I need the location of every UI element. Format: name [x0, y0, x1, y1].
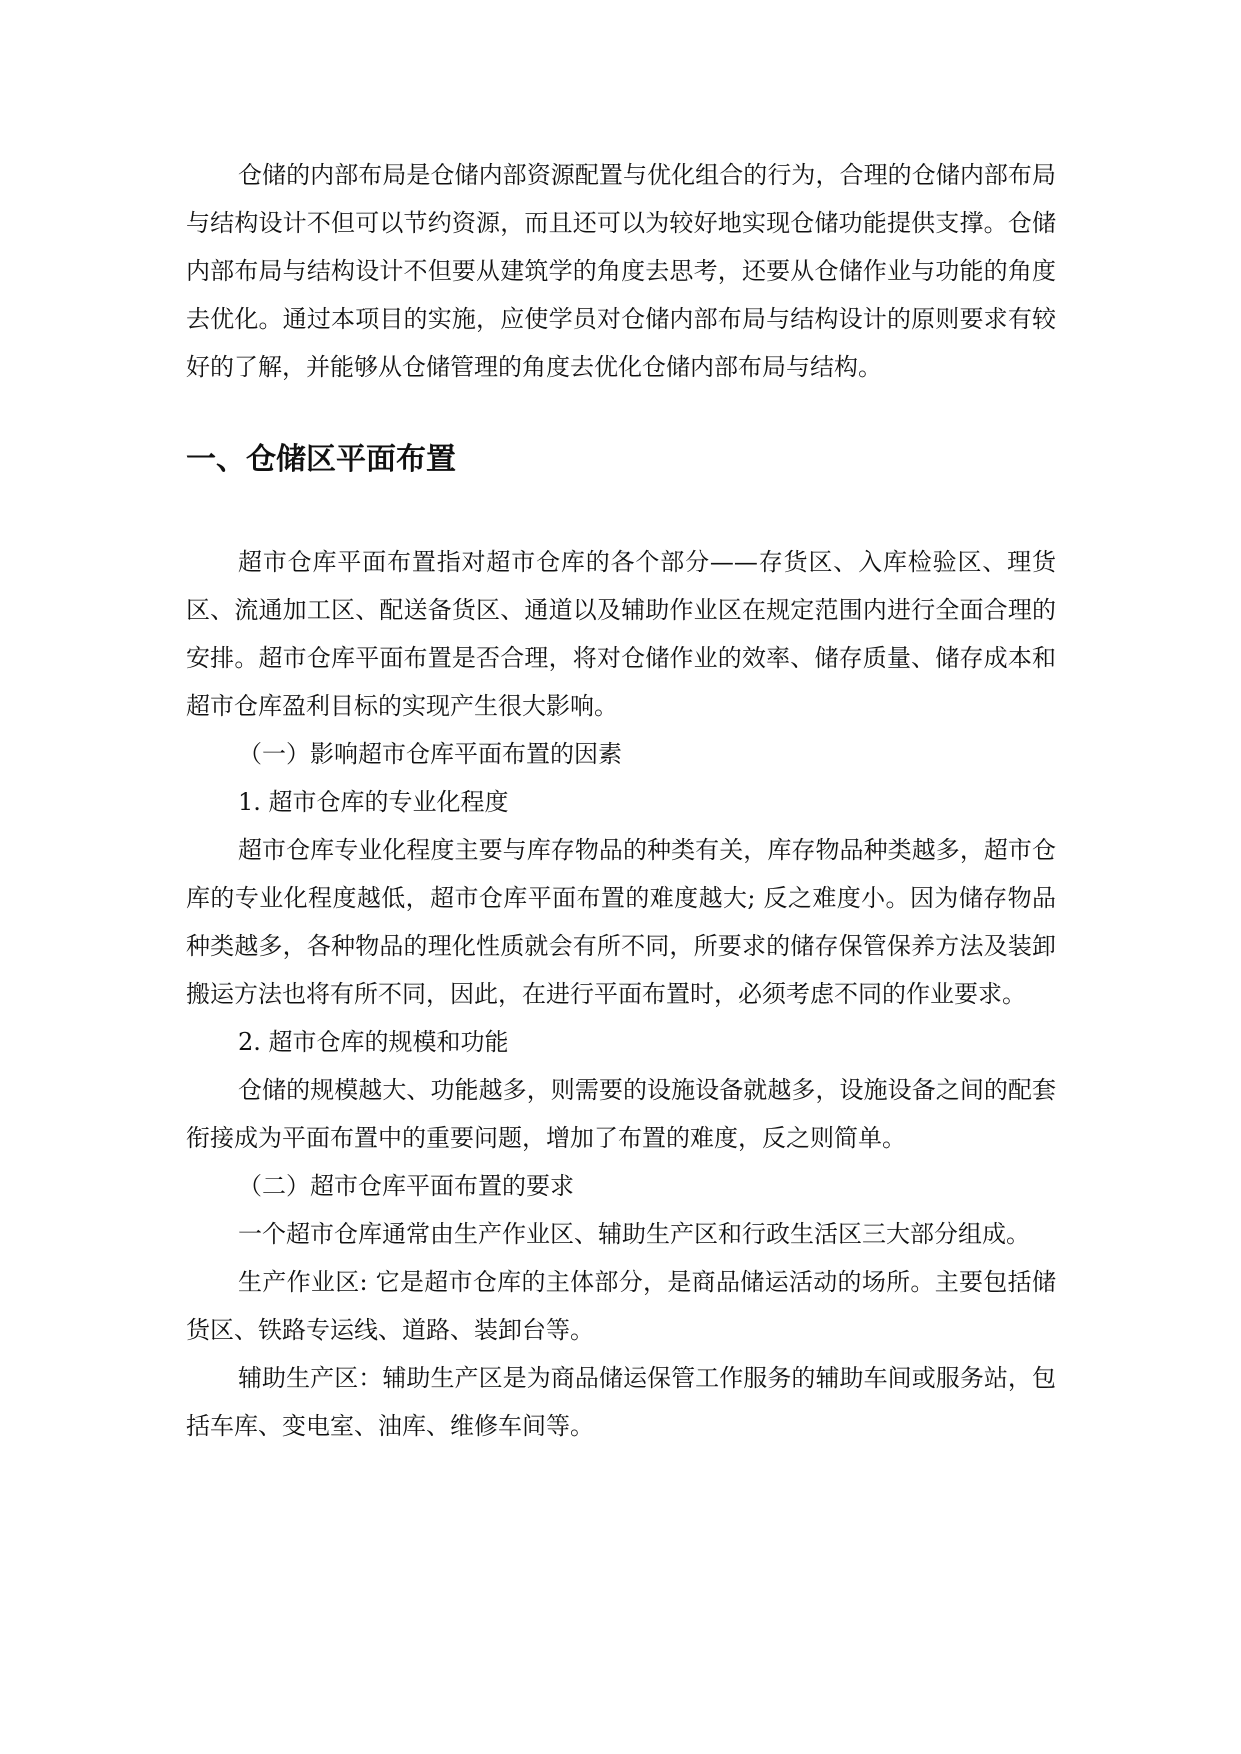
intro-block: [186, 151, 1056, 391]
subheading-factors: （一）影响超市仓库平面布置的因素: [238, 740, 622, 768]
subheading-requirements: （二）超市仓库平面布置的要求: [238, 1172, 574, 1200]
paragraph-auxiliary-zone: 辅助生产区：辅助生产区是为商品储运保管工作服务的辅助车间或服务站，包括车库、变电室、油库、维修车间等。: [186, 1364, 1056, 1440]
paragraph-specialization: 超市仓库专业化程度主要与库存物品的种类有关，库存物品种类越多，超市仓库的专业化程度越低，超市仓库平面布置的难度越大; 反之难度小。因为储存物品种类越多，各种物品的理化性质就会有所不同，所要求的储存保管保养方法及装卸搬运方法也将有所不同，因此，在进行平面布置时，必须考虑不同的作业要求。: [186, 836, 1056, 1008]
section-heading: 一、仓储区平面布置: [186, 442, 456, 477]
item-heading-specialization: 1. 超市仓库的专业化程度: [238, 788, 509, 816]
paragraph-production-zone: 生产作业区: 它是超市仓库的主体部分，是商品储运活动的场所。主要包括储货区、铁路专运线、道路、装卸台等。: [186, 1268, 1056, 1344]
paragraph-scale: 仓储的规模越大、功能越多，则需要的设施设备就越多，设施设备之间的配套衔接成为平面布置中的重要问题，增加了布置的难度，反之则简单。: [186, 1076, 1056, 1152]
paragraph-layout-definition: 超市仓库平面布置指对超市仓库的各个部分——存货区、入库检验区、理货区、流通加工区、配送备货区、通道以及辅助作业区在规定范围内进行全面合理的安排。超市仓库平面布置是否合理，将对仓储作业的效率、储存质量、储存成本和超市仓库盈利目标的实现产生很大影响。: [186, 548, 1056, 720]
paragraph-zones: 一个超市仓库通常由生产作业区、辅助生产区和行政生活区三大部分组成。: [238, 1220, 1030, 1248]
item-heading-scale: 2. 超市仓库的规模和功能: [238, 1028, 509, 1056]
intro-paragraph: 仓储的内部布局是仓储内部资源配置与优化组合的行为，合理的仓储内部布局与结构设计不但可以节约资源，而且还可以为较好地实现仓储功能提供支撑。仓储内部布局与结构设计不但要从建筑学的角度去思考，还要从仓储作业与功能的角度去优化。通过本项目的实施，应使学员对仓储内部布局与结构设计的原则要求有较好的了解，并能够从仓储管理的角度去优化仓储内部布局与结构。: [186, 161, 1056, 381]
section-body: [186, 538, 1056, 1450]
